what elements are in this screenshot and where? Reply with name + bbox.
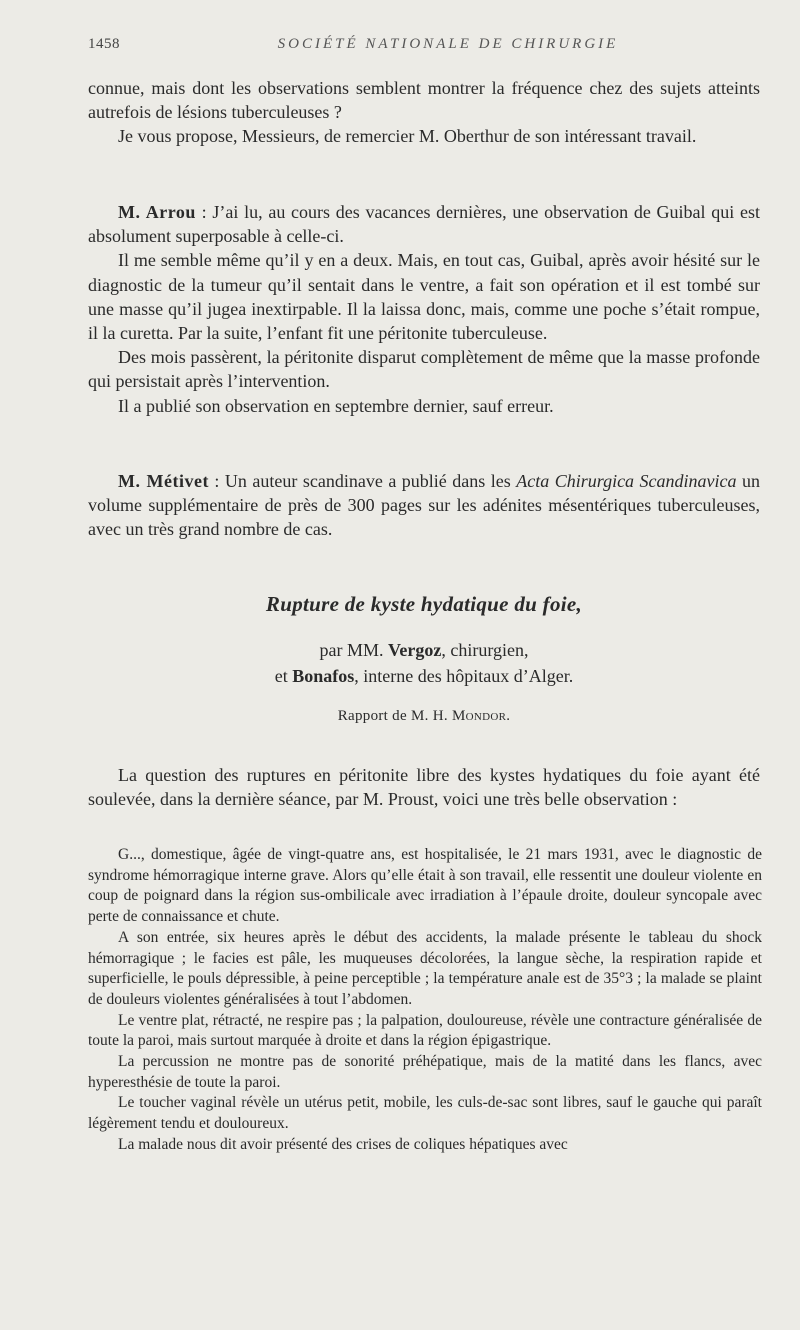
author-prefix: et [274, 666, 293, 686]
speaker-name: M. Arrou [118, 202, 196, 222]
report-byline [88, 708, 760, 725]
author-line [88, 637, 760, 663]
journal-name: Acta Chirurgica Scandinavica [516, 471, 737, 491]
author-role: , chirurgien, [441, 640, 529, 660]
author-role: , interne des hôpitaux d’Alger. [354, 666, 574, 686]
paragraph [88, 200, 760, 248]
paragraph [88, 469, 760, 542]
observation-paragraph: Le ventre plat, rétracté, ne respire pas ; la palpation, douloureuse, révèle une contracture généralisée de toute la paroi, mais surtout marquée à droite et dans la région épigastrique. [88, 1011, 762, 1050]
paragraph: Des mois passèrent, la péritonite disparut complètement de même que la masse profonde qui persistait après l’intervention. [88, 347, 760, 392]
discussion-intro [88, 76, 760, 149]
author-name: Bonafos [292, 666, 355, 686]
page-header [88, 36, 760, 60]
observation-paragraph: Le toucher vaginal révèle un utérus petit, mobile, les culs-de-sac sont libres, sauf le gauche qui paraît légèrement tendu et douloureux. [88, 1094, 762, 1133]
article-title: Rupture de kyste hydatique du foie, [265, 592, 583, 616]
observation-paragraph: La malade nous dit avoir présenté des crises de coliques hépatiques avec [118, 1135, 568, 1153]
running-title: SOCIÉTÉ NATIONALE DE CHIRURGIE [277, 36, 619, 52]
observation-paragraph: A son entrée, six heures après le début des accidents, la malade présente le tableau du shock hémorragique ; le facies est pâle, les muqueuses décolorées, la langue sèche, la respiration rapide et superficielle, le pouls dépressible, à peine perceptible ; la température anale est de 35°3 ; la malade se plaint de douleurs violentes généralisées à tout l’abdomen. [88, 928, 762, 1008]
reporter-name: Mondor [451, 708, 507, 724]
paragraph: connue, mais dont les observations semblent montrer la fréquence chez des sujets atteints autrefois de lésions tuberculeuses ? [88, 78, 760, 123]
arrou-remarks [88, 200, 760, 418]
article-intro [88, 763, 760, 811]
author-prefix: par MM. [319, 640, 388, 660]
report-suffix: . [506, 708, 511, 724]
paragraph: La question des ruptures en péritonite libre des kystes hydatiques du foie ayant été soulevée, dans la dernière séance, par M. Proust, voici une très belle observation : [88, 765, 760, 810]
speech-text: : J’ai lu, au cours des vacances dernières, une observation de Guibal qui est absolument superposable à celle-ci. [88, 202, 760, 247]
observation-paragraph: La percussion ne montre pas de sonorité préhépatique, mais de la matité dans les flancs, avec hyperesthésie de toute la paroi. [88, 1053, 762, 1091]
author-name: Vergoz [388, 640, 442, 660]
observation-paragraph: G..., domestique, âgée de vingt-quatre ans, est hospitalisée, le 21 mars 1931, avec le diagnostic de syndrome hémorragique interne grave. Alors qu’elle était à son travail, elle ressentit une douleur violente en coup de poignard dans la région sus-ombilicale avec irradiation à l’épaule droite, douleur syncopale avec perte de connaissance et chute. [88, 846, 762, 926]
speaker-name: M. Métivet [118, 471, 209, 491]
speech-text: : Un auteur scandinave a publié dans les [208, 471, 517, 491]
page-number: 1458 [88, 36, 120, 52]
speech-text: un volume supplémentaire de près de 300 pages sur les adénites mésentériques tuberculeuses, avec un très grand nombre de cas. [88, 471, 761, 540]
report-prefix: Rapport de M. H. [337, 708, 452, 724]
paragraph: Je vous propose, Messieurs, de remercier M. Oberthur de son intéressant travail. [118, 126, 697, 147]
paragraph: Il me semble même qu’il y en a deux. Mais, en tout cas, Guibal, après avoir hésité sur le diagnostic de la tumeur qu’il sentait dans le ventre, a fait son opération et il est tombé sur une masse qu’il jugea inextirpable. Il la laissa donc, mais, comme une poche s’était rompue, il la curetta. Par la suite, l’enfant fit une péritonite tuberculeuse. [88, 250, 760, 344]
author-line [88, 663, 760, 689]
paragraph: Il a publié son observation en septembre dernier, sauf erreur. [118, 395, 554, 416]
metivet-remarks [88, 469, 760, 542]
article-authors [88, 637, 760, 689]
case-observation [88, 845, 762, 1156]
